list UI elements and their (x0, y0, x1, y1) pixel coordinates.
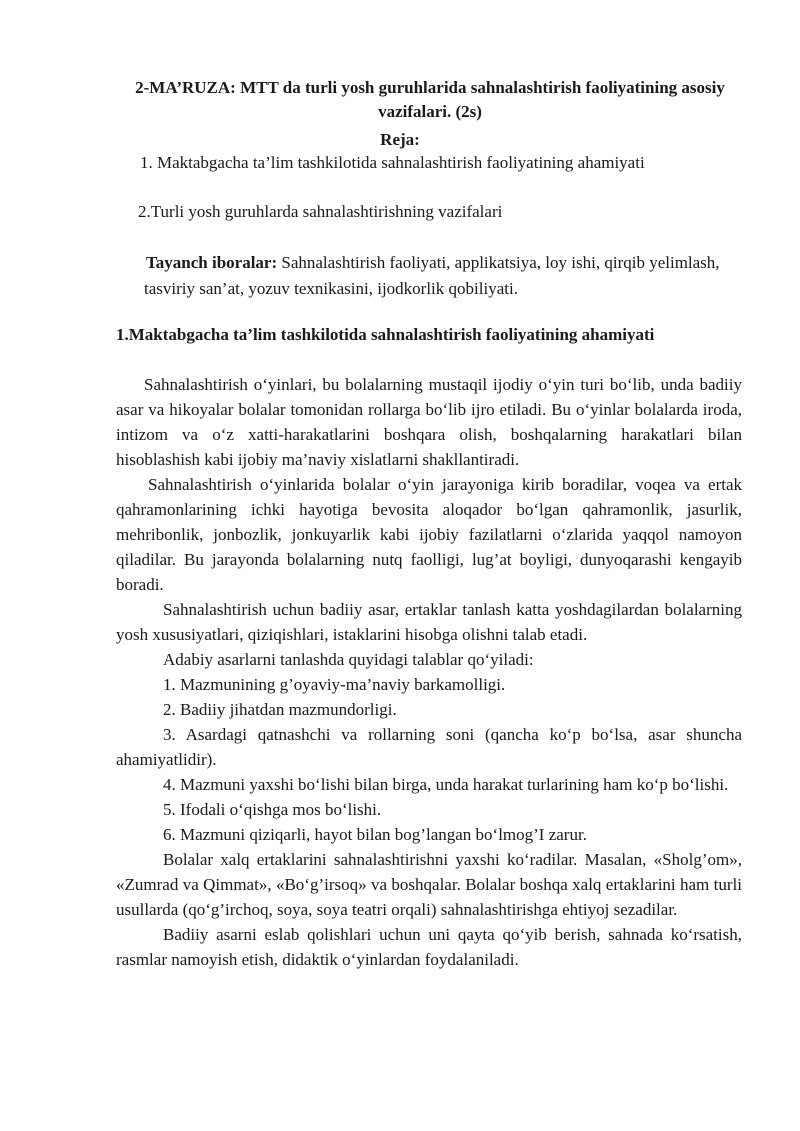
paragraph: Adabiy asarlarni tanlashda quyidagi talablar qo‘yiladi: (163, 650, 534, 669)
requirement-item: 1. Mazmunining g’oyaviy-ma’naviy barkamolligi. (163, 675, 506, 694)
paragraph: Sahnalashtirish o‘yinlari, bu bolalarning mustaqil ijodiy o‘yin turi bo‘lib, unda badiiy asar va hikoyalar bolalar tomonidan rollarga bo‘lib ijro etiladi. Bu o‘yinlar bolalarda iroda, intizom va o‘z xatti-harakatlarini boshqara olish, boshqalarning harakatlari bilan hisoblashish kabi ijobiy ma’naviy xislatlarni shakllantiradi. (116, 375, 742, 469)
plan-item-1: 1. Maktabgacha ta’lim tashkilotida sahnalashtirish faoliyatining ahamiyati (140, 153, 645, 172)
keywords-block (144, 250, 734, 302)
requirement-item: 5. Ifodali o‘qishga mos bo‘lishi. (163, 800, 382, 819)
paragraph: Badiiy asarni eslab qolishlari uchun uni qayta qo‘yib berish, sahnada ko‘rsatish, rasmlar namoyish etish, didaktik o‘yinlardan foydalaniladi. (116, 925, 742, 969)
requirement-item: 3. Asardagi qatnashchi va rollarning soni (qancha ko‘p bo‘lsa, asar shuncha ahamiyatlidir). (116, 725, 742, 769)
requirement-item: 2. Badiiy jihatdan mazmundorligi. (163, 700, 397, 719)
requirement-item: 6. Mazmuni qiziqarli, hayot bilan bog’langan bo‘lmog’I zarur. (163, 825, 587, 844)
plan-item-2: 2.Turli yosh guruhlarda sahnalashtirishning vazifalari (138, 202, 503, 221)
section-heading: 1.Maktabgacha ta’lim tashkilotida sahnalashtirish faoliyatining ahamiyati (116, 325, 655, 344)
lecture-title: 2-MA’RUZA: MTT da turli yosh guruhlarida sahnalashtirish faoliyatining asosiy vazifalari. (2s) (135, 78, 725, 121)
keywords-text: Sahnalashtirish faoliyati, applikatsiya, loy ishi, qirqib yelimlash, tasviriy san’at, yozuv texnikasini, ijodkorlik qobiliyati. (144, 253, 720, 298)
paragraph: Bolalar xalq ertaklarini sahnalashtirishni yaxshi ko‘radilar. Masalan, «Sholg’om», «Zumrad va Qimmat», «Bo‘g’irsoq» va boshqalar. Bolalar boshqa xalq ertaklarini ham turli usullarda (qo‘g’irchoq, soya, soya teatri orqali) sahnalashtirishga ehtiyoj sezadilar. (116, 850, 742, 919)
body-text (116, 372, 742, 972)
requirement-item: 4. Mazmuni yaxshi bo‘lishi bilan birga, unda harakat turlarining ham ko‘p bo‘lishi. (163, 775, 729, 794)
paragraph: Sahnalashtirish o‘yinlarida bolalar o‘yin jarayoniga kirib boradilar, voqea va ertak qahramonlarining ichki hayotiga bevosita aloqador bo‘lgan qahramonlik, jasurlik, mehribonlik, jonbozlik, jonkuyarlik kabi ijobiy fazilatlarni o‘zlarida yaqqol namoyon qiladilar. Bu jarayonda bolalarning nutq faolligi, lug’at boyligi, dunyoqarashi kengayib boradi. (116, 475, 742, 594)
keywords-label: Tayanch iboralar: (146, 253, 278, 272)
plan-heading: Reja: (380, 130, 420, 149)
paragraph: Sahnalashtirish uchun badiiy asar, ertaklar tanlash katta yoshdagilardan bolalarning yosh xususiyatlari, qiziqishlari, istaklarini hisobga olishni talab etadi. (116, 600, 742, 644)
